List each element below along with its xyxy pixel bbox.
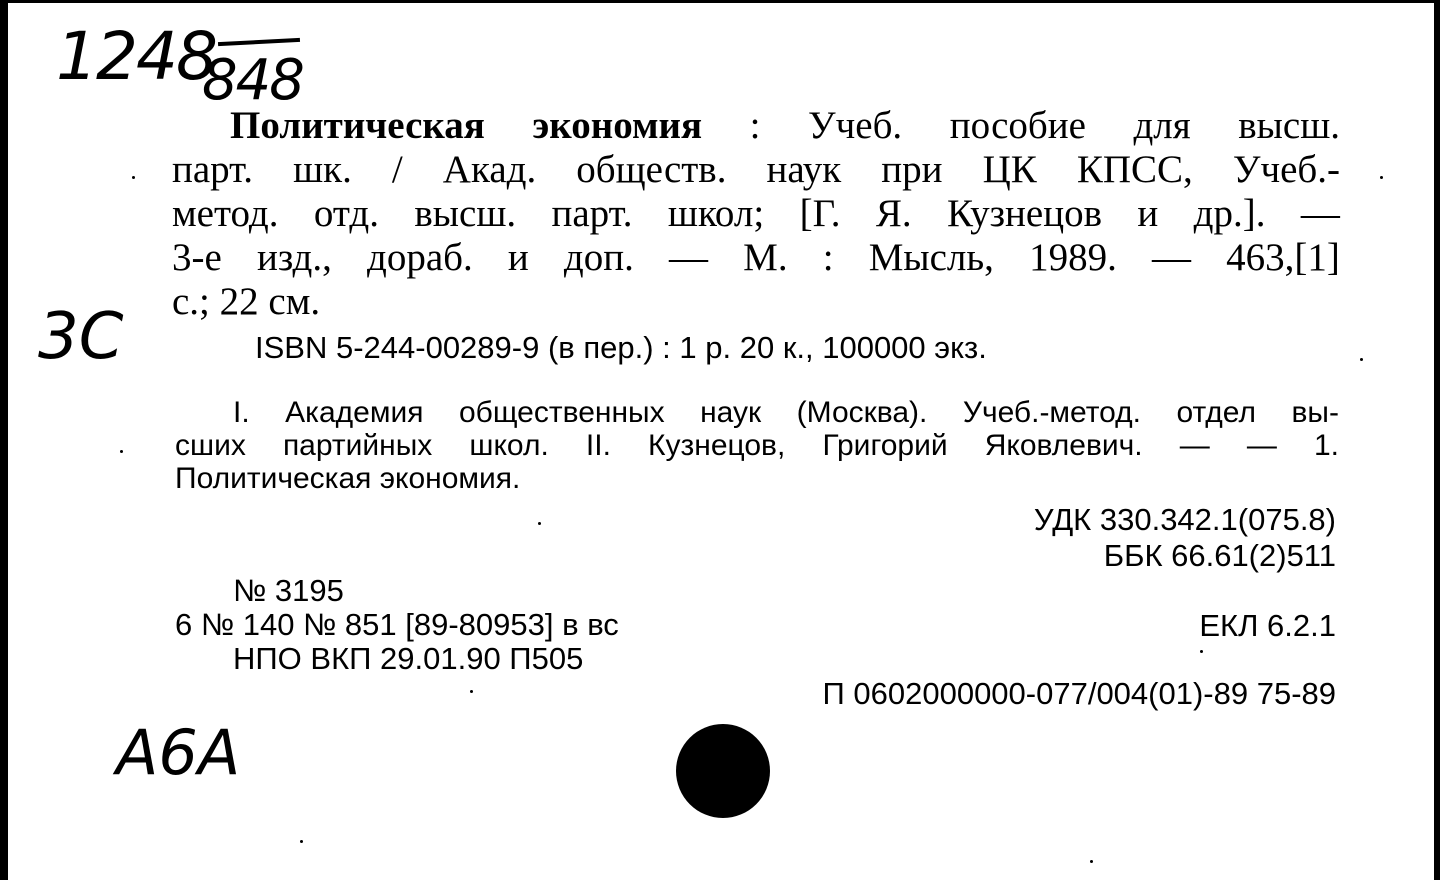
word: [Г. [799,192,841,235]
bibliographic-description [172,104,1340,324]
speck [1360,358,1363,361]
word: 3-е [172,236,222,279]
physical-description: с.; 22 см. [172,280,321,323]
word: — [669,236,709,279]
word: Учеб. [808,104,903,147]
word: II. [585,429,611,462]
word: Академия [285,396,424,429]
tracing-last-line [175,462,1339,495]
word: высш. [1238,104,1340,147]
description-last-line [172,280,1340,324]
word: школ; [667,192,765,235]
speck [1200,650,1203,653]
word: (Москва). [796,396,928,429]
card-right-edge [1434,0,1440,880]
card-top-edge [0,0,1440,3]
speck [1380,176,1383,179]
word: наук [700,396,762,429]
description-line [172,192,1340,236]
word: — [1246,429,1277,462]
npo-line: НПО ВКП 29.01.90 П505 [233,641,584,676]
p-code: П 0602000000-077/004(01)-89 75-89 [822,676,1336,711]
word: при [881,148,943,191]
word: метод. [172,192,279,235]
ekl-code: ЕКЛ 6.2.1 [1199,608,1336,643]
udk-code: УДК 330.342.1(075.8) [1033,502,1336,537]
handwritten-mark-left: 3C [38,300,124,374]
word: др.]. [1193,192,1266,235]
handwritten-strike-line [218,38,300,46]
word: партийных [282,429,433,462]
speck [470,690,473,693]
word: Я. [875,192,912,235]
word: Акад. [442,148,537,191]
tracings [175,396,1339,495]
description-line [172,148,1340,192]
word: доп. [563,236,634,279]
speck [300,840,303,843]
speck [120,450,123,453]
word: 1. [1313,429,1339,462]
word: КПСС, [1076,148,1193,191]
order-line: 6 № 140 № 851 [89-80953] в вс [175,607,619,642]
word: высш. [414,192,517,235]
word: Григорий [822,429,948,462]
word: и [507,236,529,279]
tracing-line [175,429,1339,462]
card-left-edge [0,0,8,880]
word: : [822,236,834,279]
catalog-info [175,574,619,676]
word: школ. [469,429,549,462]
word: — [1151,236,1191,279]
word: парт. [172,148,254,191]
title-word: Политическая [230,104,485,147]
word: — [1300,192,1340,235]
subject-heading: Политическая экономия. [175,462,521,495]
classification-block [1034,502,1336,574]
bbk-code: ББК 66.61(2)511 [1103,538,1336,573]
word: Кузнецов [947,192,1102,235]
handwritten-mark-bottom: A6A [116,716,241,789]
word: / [391,148,403,191]
speck [1090,860,1093,863]
handwritten-call-number: 1248 [56,18,216,95]
description-line [172,236,1340,280]
word: Мысль, [868,236,994,279]
word: наук [766,148,842,191]
word: сших [175,429,246,462]
word: 463,[1] [1226,236,1340,279]
word: пособие [949,104,1086,147]
word: отдел [1176,396,1256,429]
title-word: экономия [532,104,703,147]
word: Учеб.-метод. [962,396,1142,429]
word: Кузнецов, [648,429,786,462]
word: обществ. [576,148,727,191]
speck [132,176,135,179]
word: — [1179,429,1210,462]
punch-hole [676,724,770,818]
word: вы- [1291,396,1339,429]
word: : [749,104,761,147]
word: Учеб.- [1232,148,1340,191]
word: шк. [293,148,352,191]
speck [538,522,541,525]
word: 1989. [1029,236,1117,279]
word: Яковлевич. [984,429,1143,462]
tracing-line [175,396,1339,429]
word: отд. [313,192,379,235]
word: М. [743,236,788,279]
word: изд., [256,236,332,279]
word: парт. [551,192,633,235]
word: для [1133,104,1191,147]
word: общественных [458,396,665,429]
description-line [172,104,1340,148]
word: I. [233,396,250,429]
word: дораб. [367,236,473,279]
card-number: № 3195 [233,573,344,608]
word: и [1137,192,1159,235]
handwritten-call-number-2: 848 [202,48,303,113]
word: ЦК [982,148,1037,191]
isbn-line: ISBN 5-244-00289-9 (в пер.) : 1 р. 20 к., 100000 экз. [255,330,987,365]
